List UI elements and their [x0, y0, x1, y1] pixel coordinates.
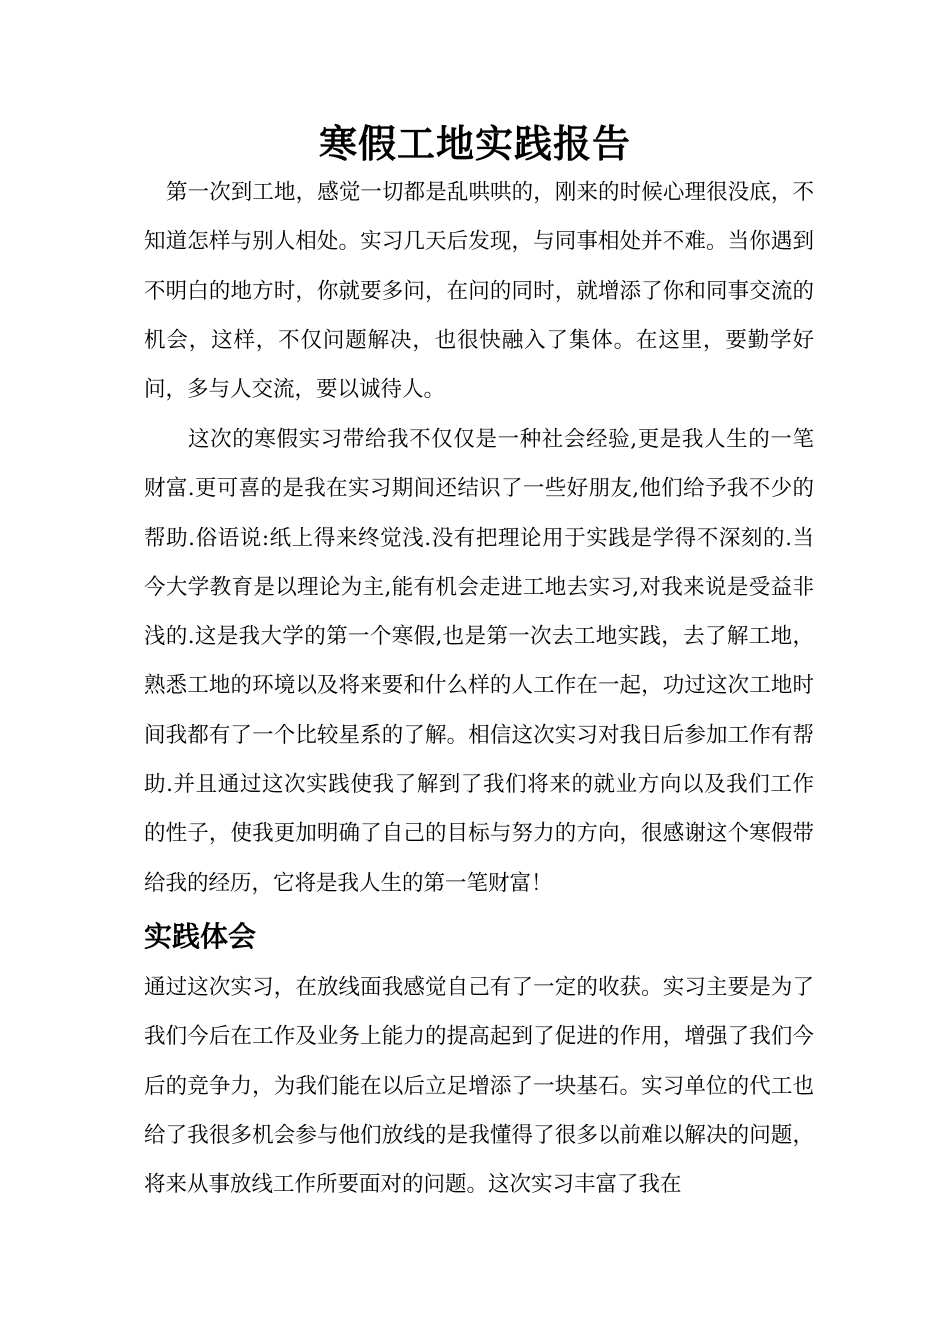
paragraph-practice-experience: 通过这次实习，在放线面我感觉自己有了一定的收获。实习主要是为了我们今后在工作及业务上能力的提高起到了促进的作用，增强了我们今后的竞争力，为我们能在以后立足增添了一块基石。实习单位的代工也给了我很多机会参与他们放线的是我懂得了很多以前难以解决的问题，将来从事放线工作所要面对的问题。这次实习丰富了我在 — [144, 975, 814, 1198]
section-heading-practice-experience: 实践体会 — [144, 920, 257, 953]
document-title: 寒假工地实践报告 — [318, 121, 631, 166]
paragraph-winter-internship: 这次的寒假实习带给我不仅仅是一种社会经验,更是我人生的一笔财富.更可喜的是我在实习期间还结识了一些好朋友,他们给予我不少的帮助.俗语说:纸上得来终觉浅.没有把理论用于实践是学得不深刻的.当今大学教育是以理论为主,能有机会走进工地去实习,对我来说是受益非浅的.这是我大学的第一个寒假,也是第一次去工地实践，去了解工地，熟悉工地的环境以及将来要和什么样的人工作在一起，功过这次工地时间我都有了一个比较星系的了解。相信这次实习对我日后参加工作有帮助.并且通过这次实践使我了解到了我们将来的就业方向以及我们工作的性子，使我更加明确了自己的目标与努力的方向，很感谢这个寒假带给我的经历，它将是我人生的第一笔财富！ — [144, 427, 814, 896]
paragraph-first-day: 第一次到工地，感觉一切都是乱哄哄的，刚来的时候心理很没底，不知道怎样与别人相处。实习几天后发现，与同事相处并不难。当你遇到不明白的地方时，你就要多问，在问的同时，就增添了你和同事交流的机会，这样，不仅问题解决，也很快融入了集体。在这里，要勤学好问，多与人交流，要以诚待人。 — [144, 180, 814, 403]
